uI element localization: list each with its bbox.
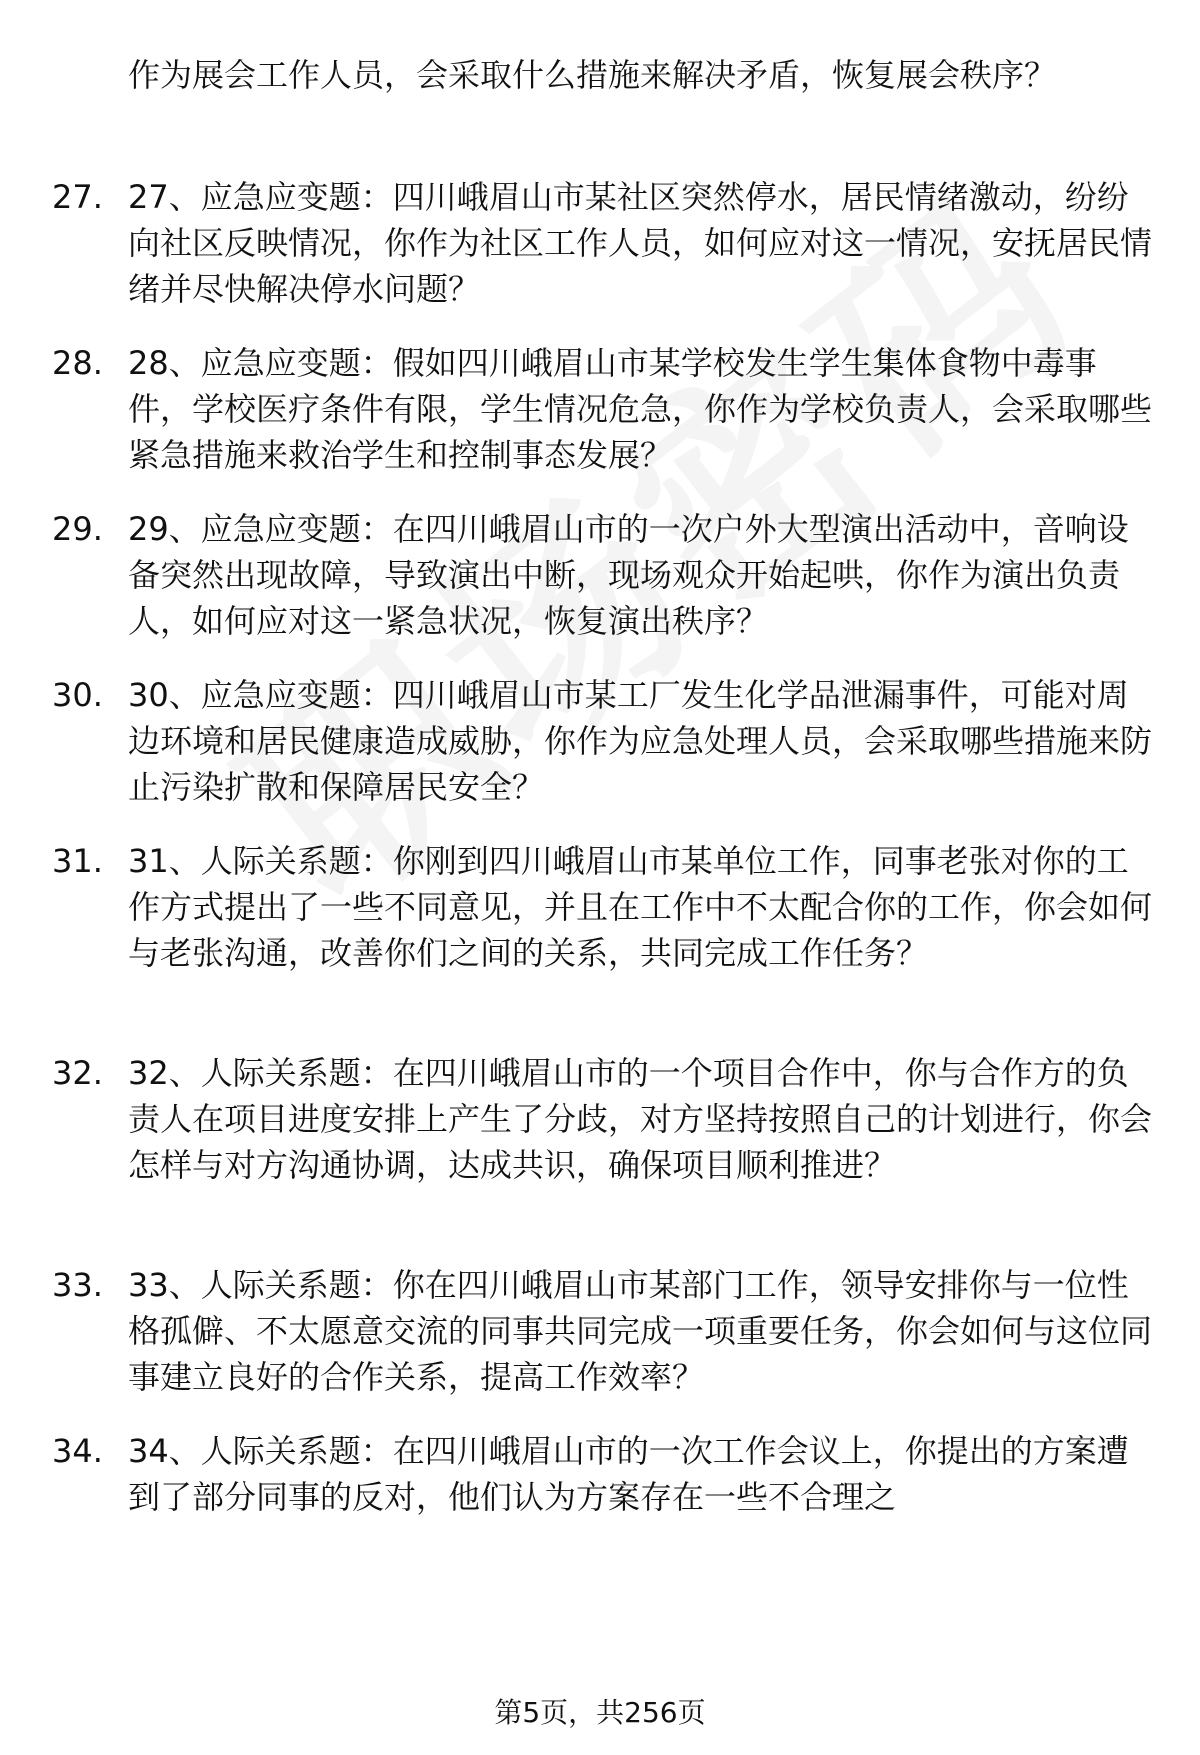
item-text: 29、应急应变题：在四川峨眉山市的一次户外大型演出活动中，音响设备突然出现故障，导致演出中断，现场观众开始起哄，你作为演出负责人，如何应对这一紧急状况，恢复演出秩序？ <box>128 510 1129 640</box>
item-number: 28. <box>52 344 103 382</box>
item-number: 27. <box>52 178 103 216</box>
item-number: 33. <box>52 1266 103 1304</box>
item-number: 31. <box>52 842 103 880</box>
item-text: 34、人际关系题：在四川峨眉山市的一次工作会议上，你提出的方案遭到了部分同事的反对，他们认为方案存在一些不合理之 <box>128 1432 1129 1516</box>
item-text: 28、应急应变题：假如四川峨眉山市某学校发生学生集体食物中毒事件，学校医疗条件有限，学生情况危急，你作为学校负责人，会采取哪些紧急措施来救治学生和控制事态发展？ <box>128 344 1153 474</box>
item-text: 31、人际关系题：你刚到四川峨眉山市某单位工作，同事老张对你的工作方式提出了一些不同意见，并且在工作中不太配合你的工作，你会如何与老张沟通，改善你们之间的关系，共同完成工作任务？ <box>128 842 1153 972</box>
page-number-footer: 第5页，共256页 <box>494 1696 706 1729</box>
item-number: 32. <box>52 1054 103 1092</box>
item-number: 29. <box>52 510 103 548</box>
item-text: 32、人际关系题：在四川峨眉山市的一个项目合作中，你与合作方的负责人在项目进度安排上产生了分歧，对方坚持按照自己的计划进行，你会怎样与对方沟通协调，达成共识，确保项目顺利推进？ <box>128 1054 1153 1184</box>
item-number: 34. <box>52 1432 103 1470</box>
item-text: 27、应急应变题：四川峨眉山市某社区突然停水，居民情绪激动，纷纷向社区反映情况，你作为社区工作人员，如何应对这一情况，安抚居民情绪并尽快解决停水问题？ <box>128 178 1153 308</box>
item-text: 30、应急应变题：四川峨眉山市某工厂发生化学品泄漏事件，可能对周边环境和居民健康造成威胁，你作为应急处理人员，会采取哪些措施来防止污染扩散和保障居民安全？ <box>128 676 1153 806</box>
item-number: 30. <box>52 676 103 714</box>
intro-text: 作为展会工作人员，会采取什么措施来解决矛盾，恢复展会秩序？ <box>128 56 1057 94</box>
item-text: 33、人际关系题：你在四川峨眉山市某部门工作，领导安排你与一位性格孤僻、不太愿意交流的同事共同完成一项重要任务，你会如何与这位同事建立良好的合作关系，提高工作效率？ <box>128 1266 1153 1396</box>
